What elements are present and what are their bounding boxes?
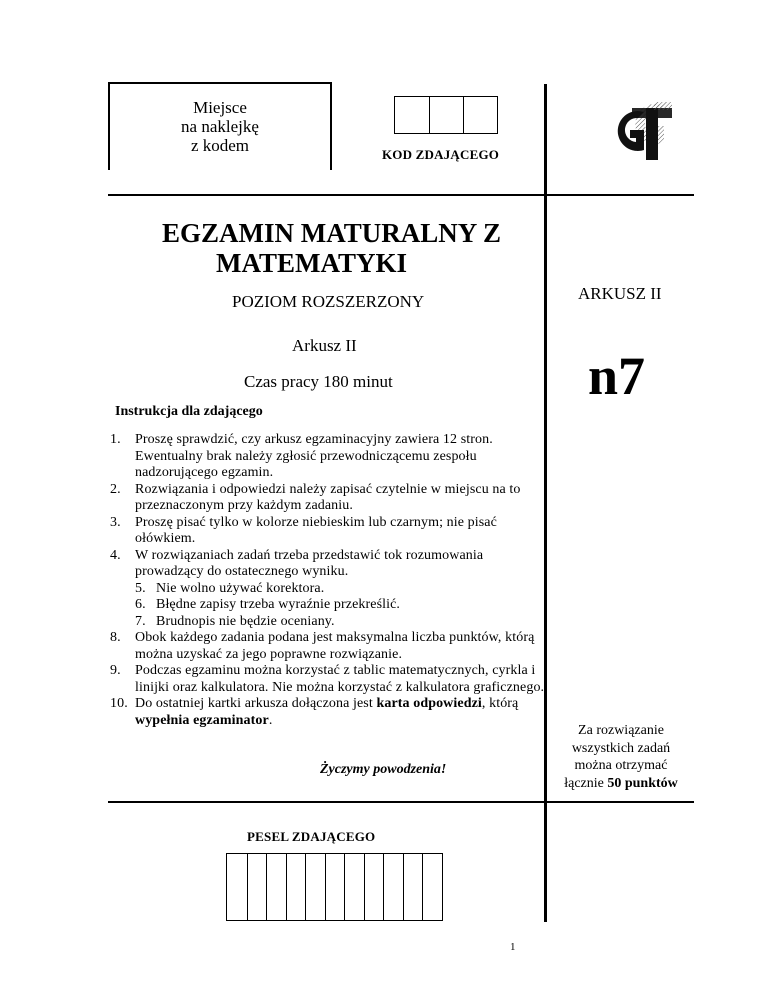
pesel-box bbox=[305, 854, 325, 920]
sheet-code: n7 bbox=[588, 346, 646, 406]
exam-sheet: Arkusz II bbox=[292, 336, 357, 355]
pesel-box bbox=[364, 854, 384, 920]
sticker-text: Miejsce na naklejkę z kodem bbox=[181, 98, 259, 155]
sheet-label-right: ARKUSZ II bbox=[578, 284, 662, 303]
pesel-box bbox=[344, 854, 364, 920]
list-item: 3. Proszę pisać tylko w kolorze niebieskim lub czarnym; nie pisać ołówkiem. bbox=[110, 514, 497, 546]
list-item: 7. Brudnopis nie będzie oceniany. bbox=[135, 613, 335, 629]
pesel-box bbox=[266, 854, 286, 920]
instructions-title: Instrukcja dla zdającego bbox=[115, 404, 263, 419]
code-label: KOD ZDAJĄCEGO bbox=[382, 147, 500, 162]
pesel-box bbox=[383, 854, 403, 920]
exam-code-boxes bbox=[394, 96, 498, 134]
pesel-box bbox=[403, 854, 423, 920]
pesel-boxes bbox=[226, 853, 443, 921]
pesel-box bbox=[247, 854, 267, 920]
list-item: 9. Podczas egzaminu można korzystać z tablic matematycznych, cyrkla i linijki oraz kalkulatora. Nie można korzystać z kalkulatora graficznego. bbox=[110, 663, 545, 695]
list-item: 6. Błędne zapisy trzeba wyraźnie przekreślić. bbox=[135, 597, 401, 612]
list-item: 5. Nie wolno używać korektora. bbox=[135, 580, 325, 596]
pesel-box bbox=[422, 854, 442, 920]
pesel-box bbox=[227, 854, 247, 920]
exam-title bbox=[162, 218, 501, 278]
pesel-box bbox=[286, 854, 306, 920]
instructions-list bbox=[110, 432, 550, 729]
horizontal-divider-bottom bbox=[108, 801, 694, 803]
points-note: Za rozwiązanie wszystkich zadań można otrzymać łącznie 50 punktów bbox=[564, 723, 678, 791]
list-item: 2. Rozwiązania i odpowiedzi należy zapisać czytelnie w miejscu na to przeznaczonym przy każdym zadaniu. bbox=[110, 481, 521, 513]
exam-time: Czas pracy 180 minut bbox=[244, 372, 393, 391]
pesel-box bbox=[325, 854, 345, 920]
exam-level: POZIOM ROZSZERZONY bbox=[232, 292, 425, 311]
list-item: 10. Do ostatniej kartki arkusza dołączona jest karta odpowiedzi, którą wypełnia egzaminator. bbox=[110, 696, 519, 728]
list-item: 1. Proszę sprawdzić, czy arkusz egzaminacyjny zawiera 12 stron. Ewentualny brak należy zgłosić przewodniczącemu zespołu nadzorującego egzamin. bbox=[110, 432, 493, 480]
exam-title-line2: MATEMATYKI bbox=[216, 248, 407, 278]
sticker-box bbox=[108, 82, 332, 170]
horizontal-divider-top bbox=[108, 194, 694, 196]
exam-title-line1: EGZAMIN MATURALNY Z bbox=[162, 218, 502, 248]
good-luck-text: Życzymy powodzenia! bbox=[320, 762, 447, 777]
code-box bbox=[463, 97, 497, 133]
pesel-label: PESEL ZDAJĄCEGO bbox=[247, 829, 376, 844]
list-item: 4. W rozwiązaniach zadań trzeba przedstawić tok rozumowania prowadzący do ostatecznego wyniku. bbox=[110, 547, 484, 579]
list-item: 8. Obok każdego zadania podana jest maksymalna liczba punktów, którą można uzyskać za jego poprawne rozwiązanie. bbox=[110, 630, 535, 662]
code-box bbox=[429, 97, 463, 133]
gt-logo-icon bbox=[598, 98, 674, 164]
code-box bbox=[395, 97, 429, 133]
page-number: 1 bbox=[510, 941, 516, 953]
